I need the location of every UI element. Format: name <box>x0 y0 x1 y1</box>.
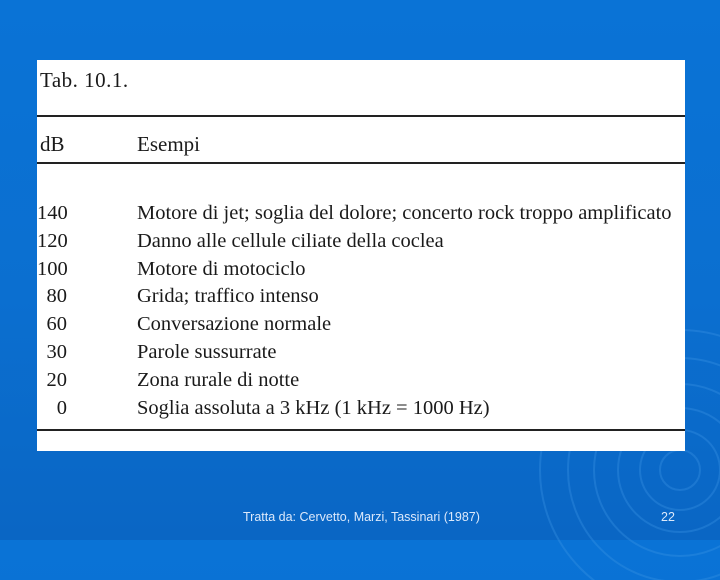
example-text: Grida; traffico intenso <box>137 285 319 308</box>
table-row <box>37 256 685 284</box>
db-value: 60 <box>46 313 67 336</box>
table-row <box>37 228 685 256</box>
table-row <box>37 311 685 339</box>
db-value: 20 <box>46 368 67 391</box>
db-value: 80 <box>46 285 67 308</box>
example-text: Parole sussurrate <box>137 340 277 363</box>
table-row <box>37 395 685 423</box>
column-header-db: dB <box>40 132 65 156</box>
db-value: 0 <box>56 396 67 419</box>
db-value: 30 <box>46 340 67 363</box>
table-body <box>37 200 685 422</box>
header-rule <box>37 162 685 164</box>
bottom-rule <box>37 429 685 431</box>
table-row <box>37 200 685 228</box>
example-text: Conversazione normale <box>137 313 332 336</box>
table-caption: Tab. 10.1. <box>40 68 129 92</box>
table-row <box>37 367 685 395</box>
scanned-table-image <box>37 60 685 451</box>
table-row <box>37 283 685 311</box>
column-header-examples: Esempi <box>137 132 200 156</box>
example-text: Soglia assoluta a 3 kHz (1 kHz = 1000 Hz) <box>137 396 490 419</box>
top-rule <box>37 115 685 117</box>
example-text: Danno alle cellule ciliate della coclea <box>137 229 444 252</box>
example-text: Zona rurale di notte <box>137 368 300 391</box>
db-value: 140 <box>37 202 68 224</box>
db-value: 100 <box>37 257 68 280</box>
db-value: 120 <box>37 229 68 252</box>
example-text: Motore di jet; soglia del dolore; concerto rock troppo amplificato <box>137 202 672 224</box>
table-row <box>37 339 685 367</box>
page-number: 22 <box>661 510 675 524</box>
example-text: Motore di motociclo <box>137 257 306 280</box>
source-citation: Tratta da: Cervetto, Marzi, Tassinari (1987) <box>243 510 480 524</box>
